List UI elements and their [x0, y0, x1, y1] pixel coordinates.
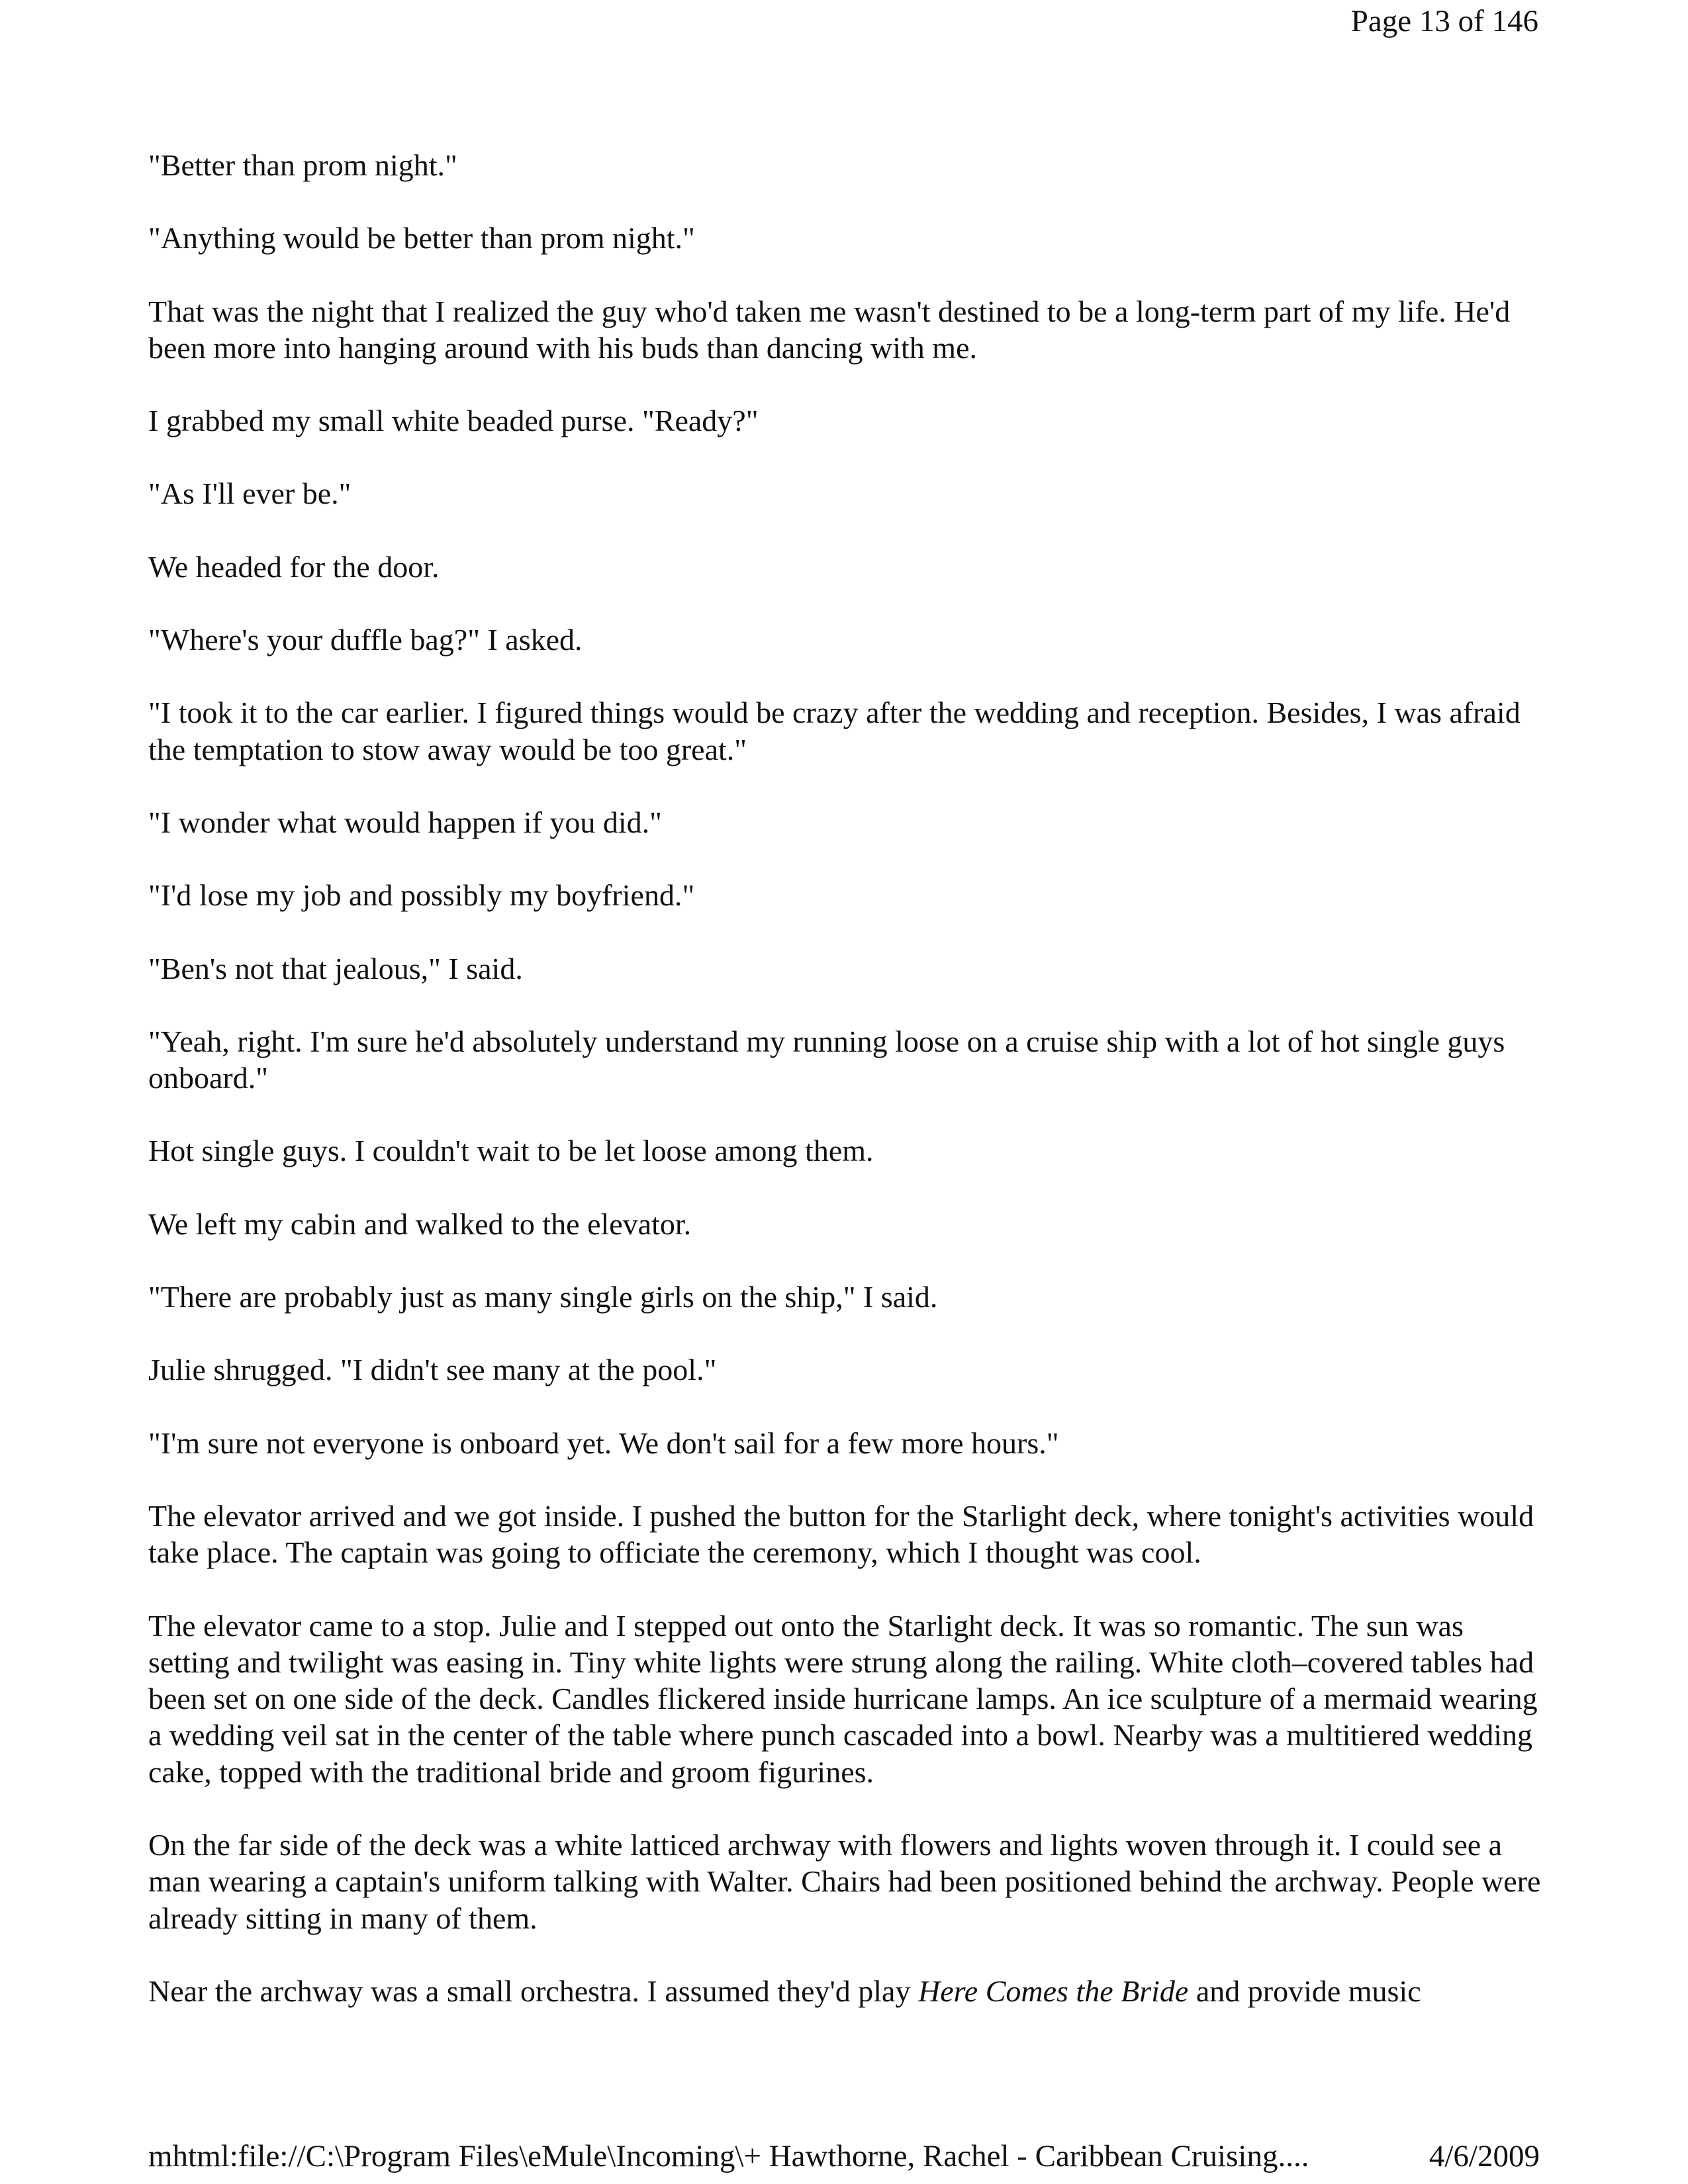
song-title: Here Comes the Bride	[917, 1974, 1189, 2008]
paragraph: "There are probably just as many single girls on the ship," I said.	[148, 1280, 938, 1314]
paragraph: "Where's your duffle bag?" I asked.	[148, 623, 583, 657]
page-body	[148, 147, 1545, 2046]
paragraph: "Yeah, right. I'm sure he'd absolutely understand my running loose on a cruise ship with a lot of hot single guys onboard."	[148, 1024, 1505, 1095]
paragraph: Julie shrugged. "I didn't see many at the pool."	[148, 1353, 717, 1387]
footer-file-path: mhtml:file://C:\Program Files\eMule\Incoming\+ Hawthorne, Rachel - Caribbean Cruising....	[148, 2139, 1309, 2173]
paragraph: "As I'll ever be."	[148, 477, 352, 511]
paragraph: "I wonder what would happen if you did."	[148, 805, 662, 839]
last-paragraph	[148, 1973, 1545, 2009]
paragraph: That was the night that I realized the guy who'd taken me wasn't destined to be a long-term part of my life. He'd been more into hanging around with his buds than dancing with me.	[148, 294, 1511, 365]
paragraph: I grabbed my small white beaded purse. "Ready?"	[148, 404, 759, 438]
paragraph: "Anything would be better than prom night."	[148, 221, 695, 255]
page-number: Page 13 of 146	[1350, 4, 1538, 38]
paragraph: "Better than prom night."	[148, 148, 457, 182]
paragraph: The elevator came to a stop. Julie and I stepped out onto the Starlight deck. It was so romantic. The sun was setting and twilight was easing in. Tiny white lights were strung along the railing. White cloth–covered tables had been set on one side of the deck. Candles flickered inside hurricane lamps. An ice sculpture of a mermaid wearing a wedding veil sat in the center of the table where punch cascaded into a bowl. Nearby was a multitiered wedding cake, topped with the traditional bride and groom figurines.	[148, 1608, 1538, 1789]
paragraph: The elevator arrived and we got inside. I pushed the button for the Starlight deck, where tonight's activities would take place. The captain was going to officiate the ceremony, which I thought was cool.	[148, 1498, 1534, 1570]
footer-date: 4/6/2009	[1429, 2139, 1540, 2173]
paragraph: "Ben's not that jealous," I said.	[148, 951, 523, 985]
last-paragraph-start: Near the archway was a small orchestra. I assumed they'd play	[148, 1974, 918, 2008]
paragraph: We left my cabin and walked to the elevator.	[148, 1206, 692, 1241]
paragraph: "I'd lose my job and possibly my boyfriend."	[148, 878, 695, 913]
paragraph: On the far side of the deck was a white latticed archway with flowers and lights woven through it. I could see a man wearing a captain's uniform talking with Walter. Chairs had been positioned behind the archway. People were already sitting in many of them.	[148, 1828, 1541, 1935]
paragraph: Hot single guys. I couldn't wait to be let loose among them.	[148, 1134, 874, 1168]
paragraph: "I'm sure not everyone is onboard yet. We don't sail for a few more hours."	[148, 1426, 1059, 1460]
paragraph: We headed for the door.	[148, 549, 440, 584]
paragraph: "I took it to the car earlier. I figured things would be crazy after the wedding and reception. Besides, I was afraid the temptation to stow away would be too great."	[148, 696, 1521, 766]
last-paragraph-end: and provide music	[1188, 1974, 1421, 2008]
